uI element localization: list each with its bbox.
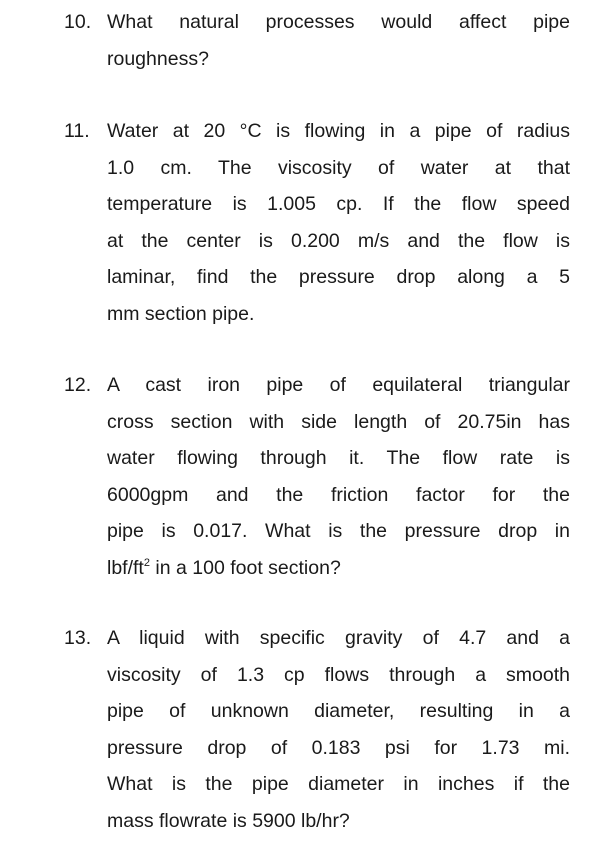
text-line: at the center is 0.200 m/s and the flow is (107, 229, 570, 252)
question-number: 12. (64, 374, 92, 396)
text-line: A liquid with specific gravity of 4.7 and a (107, 627, 570, 649)
question-text (107, 113, 570, 332)
question-13 (64, 620, 570, 839)
text-line: temperature is 1.005 cp. If the flow speed (107, 193, 570, 215)
question-10 (64, 4, 570, 77)
text-line: Water at 20 °C is flowing in a pipe of radius (107, 120, 570, 142)
text-line: viscosity of 1.3 cp flows through a smooth (107, 663, 570, 686)
text-line: pipe of unknown diameter, resulting in a (107, 700, 570, 722)
text-line: mm section pipe. (107, 302, 255, 325)
question-number: 11. (64, 120, 90, 142)
text-line: A cast iron pipe of equilateral triangular (107, 374, 570, 396)
text-line: 1.0 cm. The viscosity of water at that (107, 156, 570, 179)
text-line: pressure drop of 0.183 psi for 1.73 mi. (107, 736, 570, 759)
question-12 (64, 367, 570, 586)
text-line: cross section with side length of 20.75in has (107, 410, 570, 433)
text-line: water flowing through it. The flow rate is (107, 447, 570, 469)
text-line: What is the pipe diameter in inches if the (107, 773, 570, 795)
text-line: pipe is 0.017. What is the pressure drop in (107, 520, 570, 542)
superscript: 2 (143, 556, 150, 569)
question-11 (64, 113, 570, 332)
question-number: 10. (64, 11, 92, 33)
text-fragment: in a 100 foot section? (149, 556, 341, 579)
question-text (107, 367, 570, 586)
text-line (107, 550, 570, 587)
question-number: 13. (64, 627, 92, 649)
text-line: laminar, find the pressure drop along a 5 (107, 266, 570, 288)
text-line: mass flowrate is 5900 lb/hr? (107, 809, 350, 832)
text-line: 6000gpm and the friction factor for the (107, 483, 570, 506)
unit-text: lbf/ft (107, 556, 144, 579)
text-line: roughness? (107, 47, 209, 70)
text-line: What natural processes would affect pipe (107, 11, 570, 33)
question-text (107, 4, 570, 77)
question-text (107, 620, 570, 839)
